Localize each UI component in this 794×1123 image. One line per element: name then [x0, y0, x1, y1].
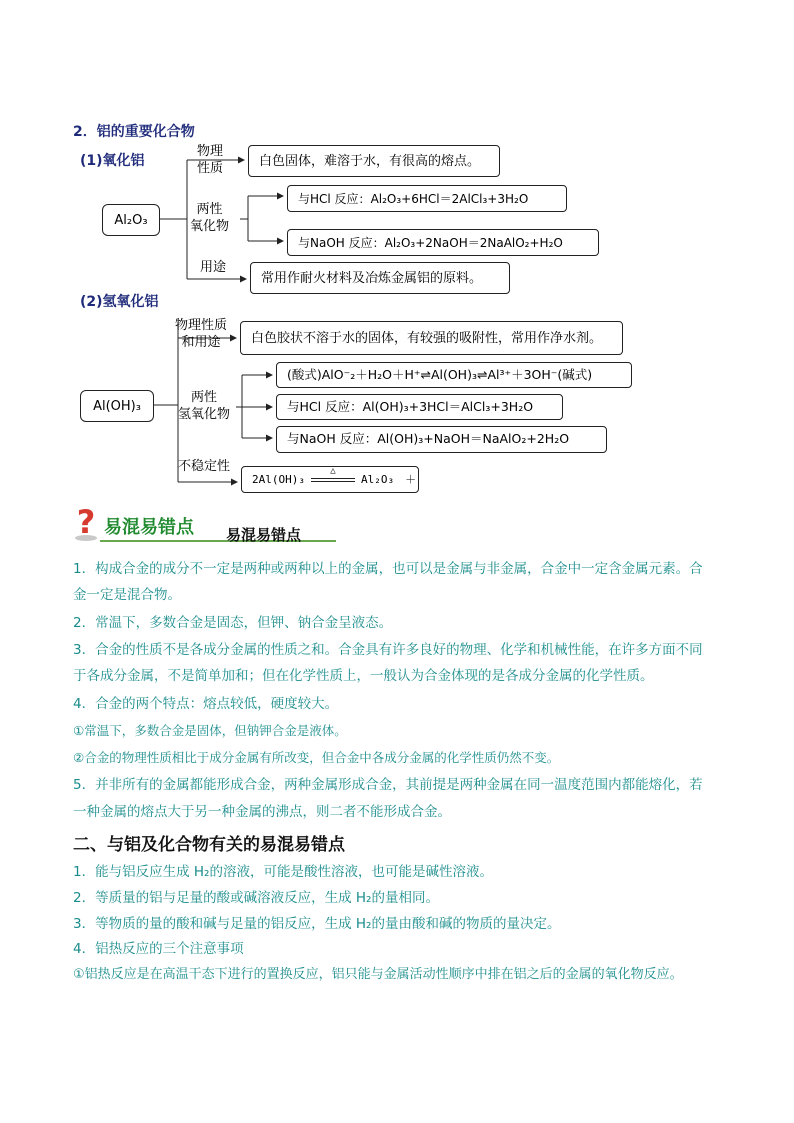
aloh3-naoh-equation: Al(OH)₃+NaOH＝NaAlO₂+2H₂O — [377, 431, 570, 447]
aloh3-decomposition-box: 2Al(OH)₃ △ Al₂O₃ ＋ — [241, 466, 419, 493]
aluminum-line: 1．能与铝反应生成 H₂的溶液，可能是酸性溶液，也可能是碱性溶液。 — [73, 864, 493, 880]
question-mark-icon — [72, 505, 100, 541]
aloh3-ionization-equation: (酸式)AlO⁻₂＋H₂O＋H⁺⇌Al(OH)₃⇌Al³⁺＋3OH⁻(碱式) — [287, 366, 593, 382]
aloh3-hcl-box: 与HCl 反应： Al(OH)₃+3HCl＝AlCl₃+3H₂O — [276, 394, 563, 420]
confusion-line: 1．构成合金的成分不一定是两种或两种以上的金属，也可以是金属与非金属，合金中一定含金属元素。合 — [73, 561, 703, 577]
confusion-line: 4．合金的两个特点：熔点较低，硬度较大。 — [73, 696, 339, 712]
al2o3-root-box — [102, 204, 160, 236]
confusion-banner: 易混易错点 — [104, 517, 194, 538]
aluminum-line: 4．铝热反应的三个注意事项 — [73, 941, 244, 957]
confusion-subtitle: 易混易错点 — [226, 526, 302, 544]
aloh3-physical-box: 白色胶状不溶于水的固体，有较强的吸附性，常用作净水剂。 — [240, 321, 623, 355]
al2o3-naoh-equation: Al₂O₃+2NaOH＝2NaAlO₂+H₂O — [384, 235, 563, 250]
al2o3-branch-amphoteric: 两性 氧化物 — [190, 202, 230, 234]
al2o3-root: Al₂O₃ — [114, 212, 148, 228]
al2o3-naoh-box: 与NaOH 反应： Al₂O₃+2NaOH＝2NaAlO₂+H₂O — [287, 229, 599, 256]
aloh3-root: Al(OH)₃ — [93, 398, 141, 414]
confusion-line: 5．并非所有的金属都能形成合金，两种金属形成合金，其前提是两种金属在同一温度范围内都能熔化，若 — [73, 777, 703, 793]
confusion-line: 一种金属的熔点大于另一种金属的沸点，则二者不能形成合金。 — [73, 804, 451, 820]
section-heading-aluminum: 二、与铝及化合物有关的易混易错点 — [73, 835, 345, 855]
aloh3-branch-physical: 物理性质 和用途 — [175, 318, 228, 350]
al2o3-label: (1)氧化铝 — [80, 153, 145, 169]
aloh3-branch-amphoteric: 两性 氢氧化物 — [178, 390, 231, 422]
aloh3-ionization-box — [276, 362, 632, 388]
confusion-line: 于各成分金属，不是简单加和；但在化学性质上，一般认为合金体现的是各成分金属的化学性质。 — [73, 668, 654, 684]
aloh3-naoh-box: 与NaOH 反应： Al(OH)₃+NaOH＝NaAlO₂+2H₂O — [276, 426, 607, 453]
confusion-line: ①常温下，多数合金是固体，但钠钾合金是液体。 — [73, 723, 347, 738]
aluminum-line: ①铝热反应是在高温干态下进行的置换反应，铝只能与金属活动性顺序中排在铝之后的金属的氧化物反应。 — [73, 967, 683, 982]
aluminum-line: 3．等物质的量的酸和碱与足量的铝反应，生成 H₂的量由酸和碱的物质的量决定。 — [73, 916, 561, 932]
confusion-line: 2．常温下，多数合金是固态，但钾、钠合金呈液态。 — [73, 615, 393, 631]
al2o3-branch-physical: 物理 性质 — [197, 144, 224, 176]
aloh3-label: (2)氢氧化铝 — [80, 294, 159, 310]
confusion-line: ②合金的物理性质相比于成分金属有所改变，但合金中各成分金属的化学性质仍然不变。 — [73, 750, 560, 765]
aluminum-line: 2．等质量的铝与足量的酸或碱溶液反应，生成 H₂的量相同。 — [73, 890, 439, 906]
heat-condition-arrow: △ — [311, 478, 355, 482]
confusion-line: 金一定是混合物。 — [73, 587, 181, 603]
svg-text:?: ? — [76, 505, 96, 541]
al2o3-physical-box: 白色固体，难溶于水，有很高的熔点。 — [248, 145, 500, 177]
aloh3-hcl-equation: Al(OH)₃+3HCl＝AlCl₃+3H₂O — [362, 398, 534, 414]
al2o3-branch-use: 用途 — [200, 260, 227, 275]
section-heading: 2．铝的重要化合物 — [73, 124, 195, 140]
confusion-line: 3．合金的性质不是各成分金属的性质之和。合金具有许多良好的物理、化学和机械性能，在许多方面不同 — [73, 642, 703, 658]
al2o3-hcl-box: 与HCl 反应： Al₂O₃+6HCl＝2AlCl₃+3H₂O — [287, 185, 567, 212]
al2o3-use-box: 常用作耐火材料及冶炼金属铝的原料。 — [250, 262, 510, 294]
aloh3-root-box — [80, 390, 154, 422]
al2o3-hcl-equation: Al₂O₃+6HCl＝2AlCl₃+3H₂O — [370, 191, 529, 206]
aloh3-branch-unstable: 不稳定性 — [178, 459, 231, 474]
